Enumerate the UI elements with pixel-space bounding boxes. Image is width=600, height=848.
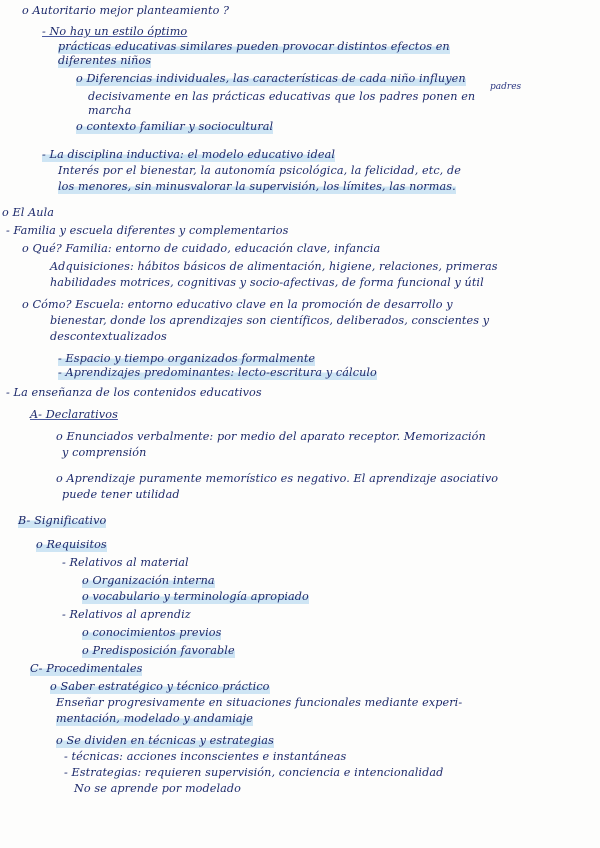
note-line: Adquisiciones: hábitos básicos de alimentación, higiene, relaciones, primeras [50, 260, 498, 273]
note-line: - Familia y escuela diferentes y complementarios [6, 224, 289, 237]
note-line: o contexto familiar y sociocultural [76, 120, 274, 133]
note-line: o Autoritario mejor planteamiento ? [22, 4, 230, 17]
note-line: - La enseñanza de los contenidos educativos [6, 386, 262, 399]
note-line: - Espacio y tiempo organizados formalmente [58, 352, 316, 365]
note-line: o Qué? Familia: entorno de cuidado, educación clave, infancia [22, 242, 381, 255]
note-line: o Requisitos [36, 538, 107, 551]
note-line: y comprensión [62, 446, 147, 459]
section-title: o El Aula [2, 206, 55, 219]
note-line: A- Declarativos [30, 408, 118, 421]
note-line: o vocabulario y terminología apropiado [82, 590, 309, 603]
note-line: marcha [88, 104, 132, 117]
note-line: - La disciplina inductiva: el modelo educativo ideal [42, 148, 336, 161]
note-line: o Enunciados verbalmente: por medio del aparato receptor. Memorización [56, 430, 486, 443]
note-line: habilidades motrices, cognitivas y socio-afectivas, de forma funcional y útil [50, 276, 484, 289]
note-line: No se aprende por modelado [74, 782, 242, 795]
note-line: o conocimientos previos [82, 626, 222, 639]
note-line: mentación, modelado y andamiaje [56, 712, 253, 725]
note-line: - Relativos al material [62, 556, 189, 569]
note-line: o Organización interna [82, 574, 215, 587]
note-line: - Relativos al aprendiz [62, 608, 191, 621]
note-line: bienestar, donde los aprendizajes son científicos, deliberados, conscientes y [50, 314, 490, 327]
note-line: B- Significativo [18, 514, 107, 527]
note-line: Enseñar progresivamente en situaciones funcionales mediante experi- [56, 696, 463, 709]
note-line: puede tener utilidad [62, 488, 180, 501]
note-line: - No hay un estilo óptimo [42, 25, 188, 38]
note-line: o Cómo? Escuela: entorno educativo clave en la promoción de desarrollo y [22, 298, 453, 311]
note-line: decisivamente en las prácticas educativas que los padres ponen en [88, 90, 476, 103]
correction-note: padres [490, 82, 522, 92]
note-line: - técnicas: acciones inconscientes e instantáneas [64, 750, 347, 763]
note-line: Interés por el bienestar, la autonomía psicológica, la felicidad, etc, de [58, 164, 461, 177]
note-line: prácticas educativas similares pueden provocar distintos efectos en [58, 40, 450, 53]
note-line: - Estrategias: requieren supervisión, conciencia e intencionalidad [64, 766, 444, 779]
note-line: o Se dividen en técnicas y estrategias [56, 734, 274, 747]
note-line: o Diferencias individuales, las características de cada niño influyen [76, 72, 466, 85]
note-line: diferentes niños [58, 54, 152, 67]
note-line: - Aprendizajes predominantes: lecto-escritura y cálculo [58, 366, 377, 379]
note-line: los menores, sin minusvalorar la supervisión, los límites, las normas. [58, 180, 456, 193]
note-line: o Saber estratégico y técnico práctico [50, 680, 270, 693]
note-line: o Predisposición favorable [82, 644, 235, 657]
note-line: C- Procedimentales [30, 662, 143, 675]
note-line: o Aprendizaje puramente memorístico es negativo. El aprendizaje asociativo [56, 472, 499, 485]
note-line: descontextualizados [50, 330, 167, 343]
